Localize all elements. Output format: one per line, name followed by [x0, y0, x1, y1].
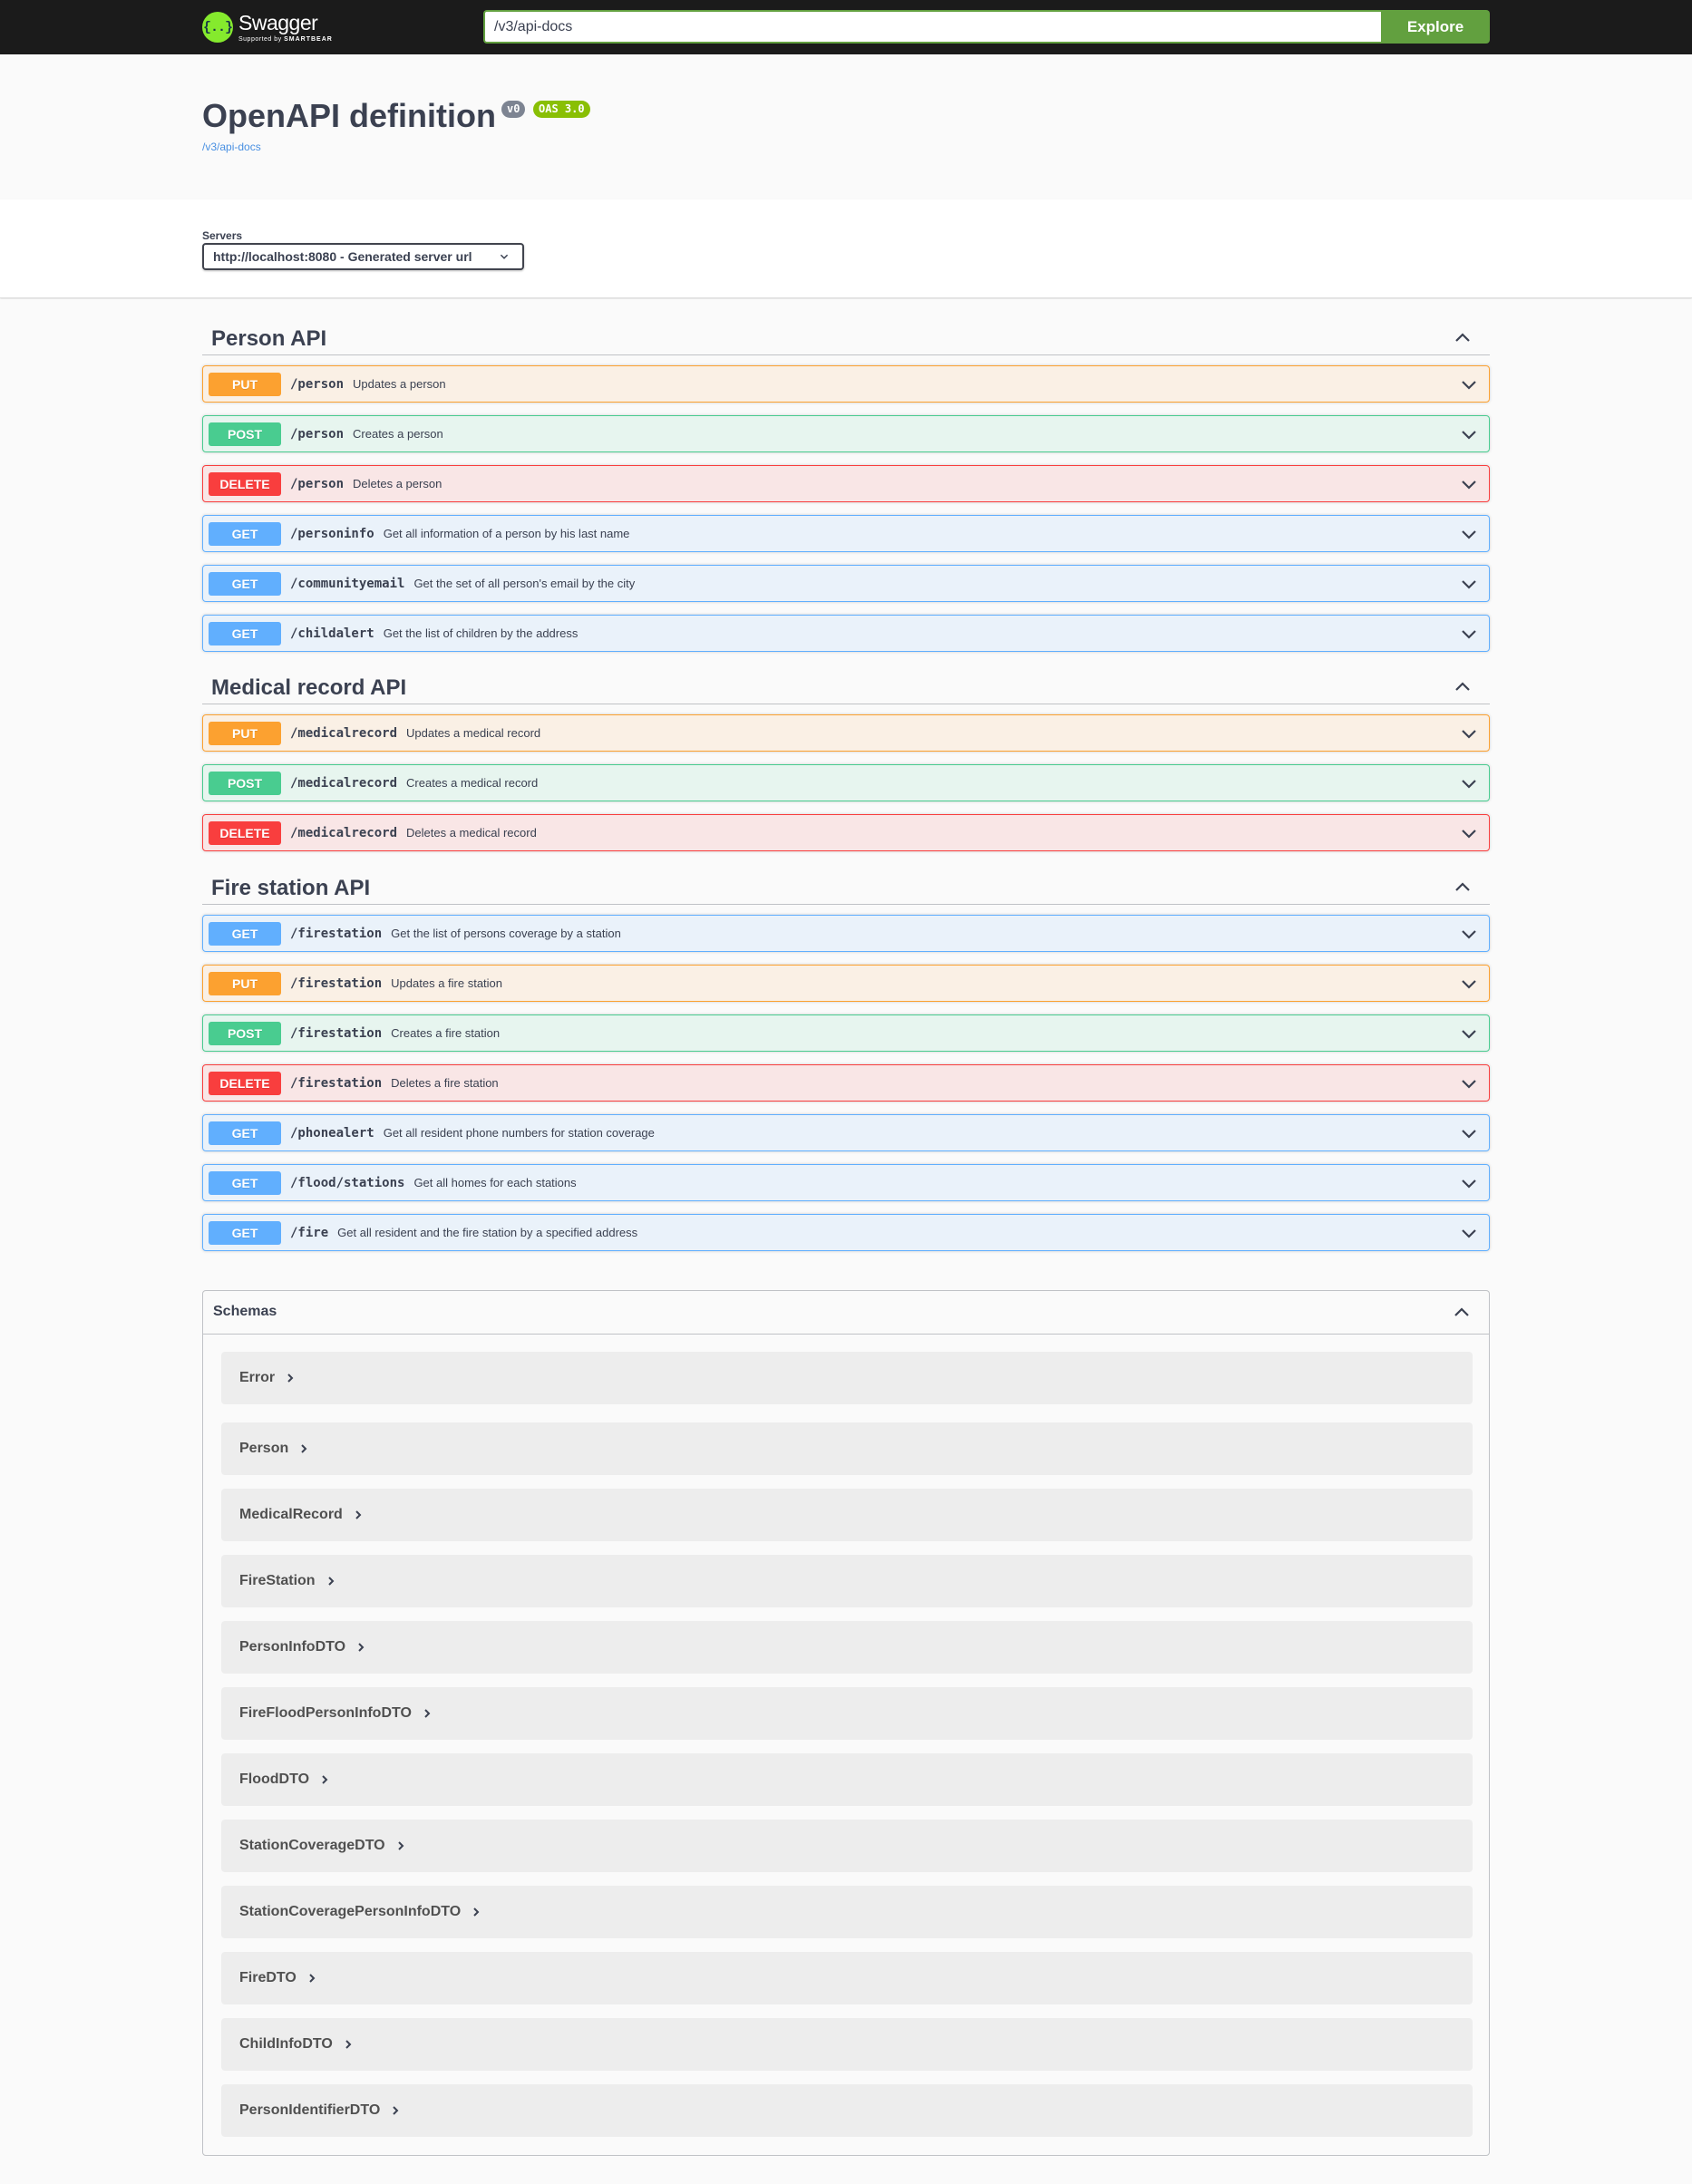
operation-path: /flood/stations — [290, 1175, 405, 1190]
schema-model[interactable] — [221, 1621, 1473, 1674]
schema-model[interactable] — [221, 1952, 1473, 2004]
chevron-down-icon — [499, 251, 510, 262]
chevron-down-icon[interactable] — [1460, 1124, 1478, 1142]
schema-model-name: ChildInfoDTO — [239, 2036, 333, 2052]
chevron-right-icon[interactable] — [389, 2104, 402, 2117]
operation-summary: Get the list of children by the address — [383, 626, 579, 640]
chevron-right-icon[interactable] — [284, 1372, 297, 1384]
operation-delete[interactable] — [202, 814, 1490, 851]
swagger-logo[interactable] — [202, 8, 333, 46]
method-badge: GET — [209, 622, 281, 645]
operation-put[interactable] — [202, 714, 1490, 752]
chevron-right-icon[interactable] — [318, 1773, 331, 1786]
chevron-right-icon[interactable] — [421, 1707, 433, 1720]
operation-summary: Deletes a medical record — [406, 826, 537, 840]
schema-model[interactable] — [221, 1352, 1473, 1404]
chevron-down-icon[interactable] — [1460, 475, 1478, 493]
servers-label: Servers — [202, 229, 243, 242]
chevron-right-icon[interactable] — [297, 1442, 310, 1455]
operation-path: /person — [290, 476, 345, 491]
chevron-down-icon[interactable] — [1460, 975, 1478, 993]
operation-path: /medicalrecord — [290, 775, 398, 791]
tag-section-header[interactable] — [202, 666, 1490, 704]
chevron-down-icon[interactable] — [1460, 425, 1478, 443]
operation-get[interactable] — [202, 615, 1490, 652]
schema-model[interactable] — [221, 1820, 1473, 1872]
schema-model[interactable] — [221, 1753, 1473, 1806]
operation-summary: Deletes a person — [353, 477, 442, 490]
method-badge: DELETE — [209, 821, 281, 845]
chevron-up-icon[interactable] — [1454, 878, 1472, 897]
operation-path: /firestation — [290, 1075, 383, 1091]
tag-title: Fire station API — [211, 876, 371, 900]
operation-summary: Creates a medical record — [406, 776, 539, 790]
chevron-right-icon[interactable] — [325, 1575, 337, 1587]
operation-summary: Get the set of all person's email by the city — [413, 577, 636, 590]
operation-path: /fire — [290, 1225, 329, 1240]
chevron-right-icon[interactable] — [355, 1641, 367, 1654]
schema-model[interactable] — [221, 1886, 1473, 1938]
operation-summary: Creates a person — [353, 427, 443, 441]
operation-summary: Updates a medical record — [406, 726, 541, 740]
version-badge: v0 — [501, 101, 525, 118]
explore-button[interactable]: Explore — [1381, 10, 1490, 44]
operation-summary: Get all homes for each stations — [413, 1176, 577, 1189]
servers-select[interactable] — [202, 243, 524, 270]
servers-section — [0, 199, 1692, 298]
operation-path: /childalert — [290, 626, 374, 641]
operation-delete[interactable] — [202, 465, 1490, 502]
operation-path: /medicalrecord — [290, 825, 398, 840]
spec-link[interactable]: /v3/api-docs — [202, 141, 261, 153]
tag-title: Medical record API — [211, 675, 407, 700]
tag-section-header[interactable] — [202, 317, 1490, 355]
chevron-up-icon[interactable] — [1453, 1304, 1471, 1322]
operation-path: /personinfo — [290, 526, 374, 541]
swagger-logo-icon: {..} — [202, 12, 233, 43]
operation-summary: Deletes a fire station — [391, 1076, 499, 1090]
operation-post[interactable] — [202, 764, 1490, 801]
info-section — [0, 54, 1692, 199]
schema-model-name: StationCoverageDTO — [239, 1838, 385, 1853]
schemas-section — [202, 1290, 1490, 2156]
operation-post[interactable] — [202, 1014, 1490, 1052]
page-title: OpenAPI definition — [202, 97, 496, 134]
method-badge: PUT — [209, 373, 281, 396]
operation-get[interactable] — [202, 1164, 1490, 1201]
schema-model[interactable] — [221, 1489, 1473, 1541]
method-badge: POST — [209, 422, 281, 446]
method-badge: GET — [209, 922, 281, 946]
operation-summary: Updates a person — [353, 377, 446, 391]
chevron-down-icon[interactable] — [1460, 625, 1478, 643]
schema-model[interactable] — [221, 1687, 1473, 1740]
operation-put[interactable] — [202, 365, 1490, 403]
method-badge: GET — [209, 1121, 281, 1145]
spec-url-input[interactable] — [483, 10, 1381, 44]
chevron-down-icon[interactable] — [1460, 1024, 1478, 1043]
schema-model[interactable] — [221, 1555, 1473, 1607]
operation-get[interactable] — [202, 915, 1490, 952]
operation-post[interactable] — [202, 415, 1490, 452]
schema-model-name: StationCoveragePersonInfoDTO — [239, 1904, 462, 1919]
oas-badge: OAS 3.0 — [533, 101, 590, 118]
operation-get[interactable] — [202, 565, 1490, 602]
operation-path: /phonealert — [290, 1125, 374, 1141]
servers-selected-value: http://localhost:8080 - Generated server url — [213, 249, 472, 264]
operation-path: /person — [290, 376, 345, 392]
tag-section-header[interactable] — [202, 867, 1490, 905]
schema-model-name: PersonIdentifierDTO — [239, 2102, 381, 2118]
logo-sub: Supported by SMARTBEAR — [238, 35, 333, 43]
operation-get[interactable] — [202, 515, 1490, 552]
schema-model-name: FireFloodPersonInfoDTO — [239, 1705, 412, 1721]
method-badge: GET — [209, 1171, 281, 1195]
chevron-down-icon[interactable] — [1460, 774, 1478, 792]
chevron-down-icon[interactable] — [1460, 1174, 1478, 1192]
operation-get[interactable] — [202, 1214, 1490, 1251]
schemas-title: Schemas — [213, 1304, 277, 1319]
operation-summary: Updates a fire station — [391, 976, 503, 990]
schema-model[interactable] — [221, 2018, 1473, 2071]
chevron-down-icon[interactable] — [1460, 575, 1478, 593]
chevron-up-icon[interactable] — [1454, 678, 1472, 696]
schema-model-name: Error — [239, 1370, 276, 1385]
chevron-down-icon[interactable] — [1460, 925, 1478, 943]
operation-summary: Get the list of persons coverage by a station — [391, 927, 621, 940]
schema-model[interactable] — [221, 2084, 1473, 2137]
method-badge: GET — [209, 1221, 281, 1245]
operation-put[interactable] — [202, 965, 1490, 1002]
method-badge: DELETE — [209, 472, 281, 496]
operation-get[interactable] — [202, 1114, 1490, 1151]
schema-model-name: PersonInfoDTO — [239, 1639, 346, 1655]
chevron-down-icon[interactable] — [1460, 724, 1478, 743]
operation-summary: Get all information of a person by his last name — [383, 527, 630, 540]
chevron-right-icon[interactable] — [470, 1906, 482, 1918]
schema-model-name: MedicalRecord — [239, 1507, 343, 1522]
chevron-right-icon[interactable] — [306, 1972, 318, 1985]
operation-summary: Creates a fire station — [391, 1026, 501, 1040]
operation-path: /firestation — [290, 1025, 383, 1041]
topbar — [0, 0, 1692, 54]
operation-path: /communityemail — [290, 576, 405, 591]
operation-path: /person — [290, 426, 345, 442]
chevron-right-icon[interactable] — [342, 2038, 355, 2051]
method-badge: GET — [209, 572, 281, 596]
chevron-down-icon[interactable] — [1460, 525, 1478, 543]
chevron-down-icon[interactable] — [1460, 375, 1478, 393]
operation-path: /medicalrecord — [290, 725, 398, 741]
operation-path: /firestation — [290, 976, 383, 991]
method-badge: POST — [209, 1022, 281, 1045]
chevron-right-icon[interactable] — [394, 1839, 407, 1852]
schema-model[interactable] — [221, 1422, 1473, 1475]
operation-delete[interactable] — [202, 1064, 1490, 1102]
schema-model-name: FireStation — [239, 1573, 316, 1588]
operation-path: /firestation — [290, 926, 383, 941]
chevron-down-icon[interactable] — [1460, 1224, 1478, 1242]
schema-model-name: Person — [239, 1441, 289, 1456]
method-badge: DELETE — [209, 1072, 281, 1095]
schema-model-name: FloodDTO — [239, 1771, 310, 1787]
method-badge: GET — [209, 522, 281, 546]
operation-summary: Get all resident and the fire station by a specified address — [337, 1226, 638, 1239]
method-badge: PUT — [209, 722, 281, 745]
method-badge: POST — [209, 772, 281, 795]
schema-model-name: FireDTO — [239, 1970, 297, 1985]
logo-name: Swagger — [238, 10, 318, 34]
schemas-header[interactable] — [203, 1291, 1489, 1335]
chevron-right-icon[interactable] — [352, 1509, 365, 1521]
tag-title: Person API — [211, 326, 327, 351]
chevron-down-icon[interactable] — [1460, 1074, 1478, 1092]
chevron-down-icon[interactable] — [1460, 824, 1478, 842]
method-badge: PUT — [209, 972, 281, 995]
operation-summary: Get all resident phone numbers for station coverage — [383, 1126, 655, 1140]
chevron-up-icon[interactable] — [1454, 329, 1472, 347]
